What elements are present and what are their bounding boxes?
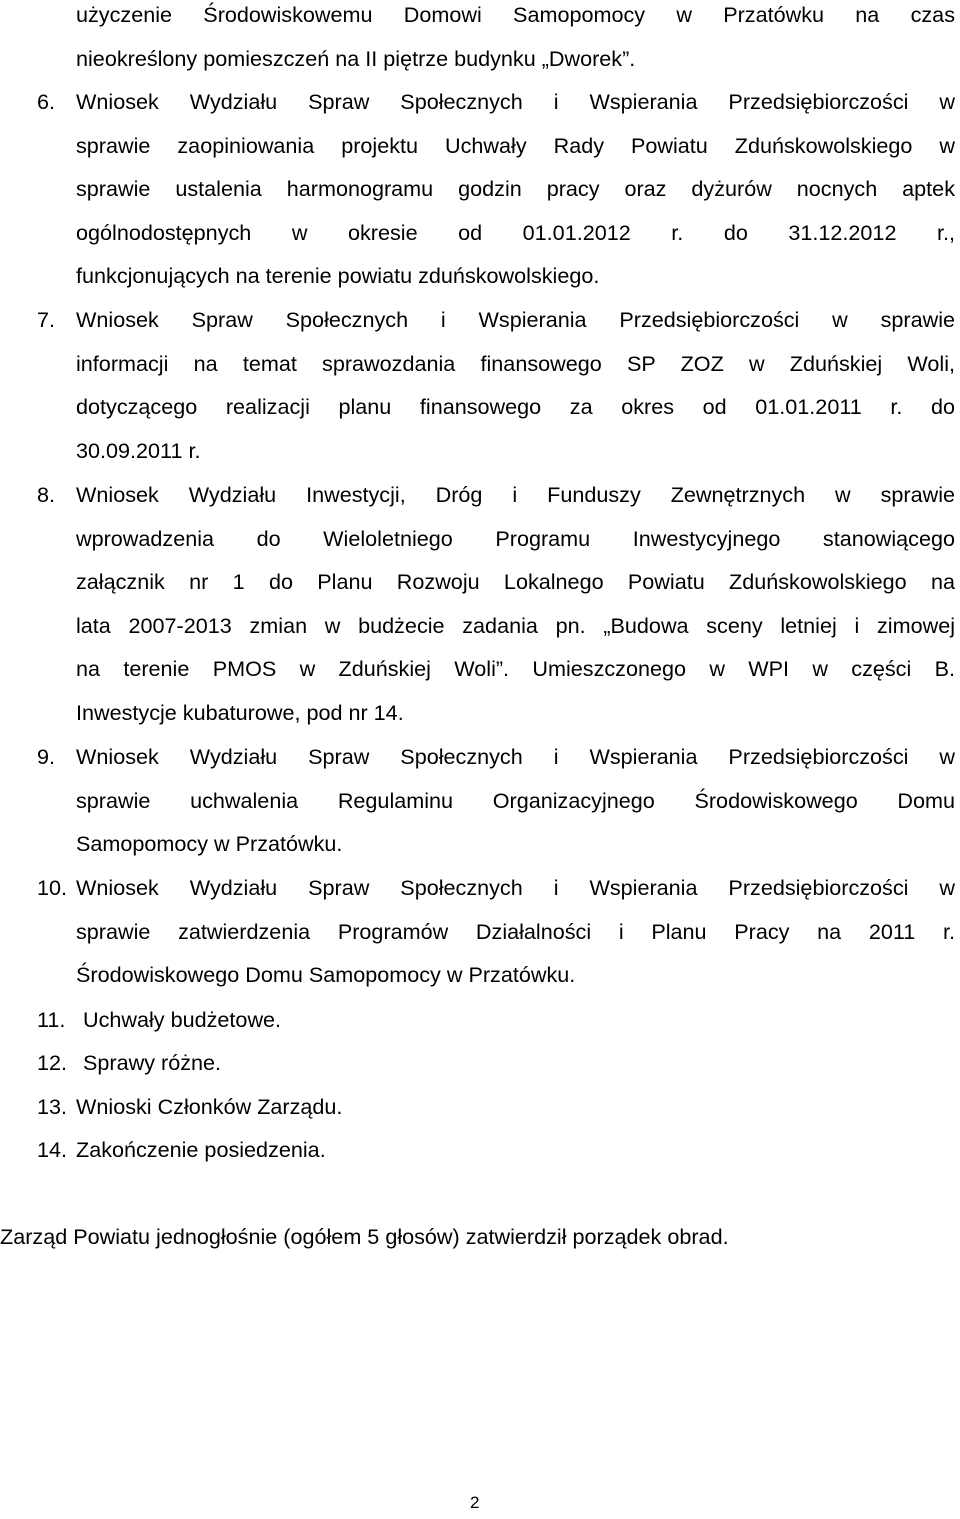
item-number: 11. [37,1007,66,1032]
agenda-item-10 [76,866,955,997]
text-line: funkcjonujących na terenie powiatu zduńskowolskiego. [76,263,600,289]
text-line: sprawie ustalenia harmonogramu godzin pracy oraz dyżurów nocnych aptek [76,176,955,202]
intro-paragraph [76,0,955,80]
agenda-item-6 [76,80,955,298]
text-line: Wniosek Wydziału Inwestycji, Dróg i Funduszy Zewnętrznych w sprawie [76,482,955,507]
agenda-item-13: Wnioski Członków Zarządu. [76,1094,343,1119]
text-line: nieokreślony pomieszczeń na II piętrze budynku „Dworek”. [76,45,636,71]
item-number: 12. [37,1050,68,1075]
page-number: 2 [470,1493,480,1512]
text-line: 30.09.2011 r. [76,437,201,463]
text-line: Samopomocy w Przatówku. [76,831,343,857]
text-line: sprawie uchwalenia Regulaminu Organizacyjnego Środowiskowego Domu [76,787,955,813]
agenda-item-14: Zakończenie posiedzenia. [76,1137,326,1162]
text-line: sprawie zatwierdzenia Programów Działalności i Planu Pracy na 2011 r. [76,918,955,944]
item-number: 10. [37,875,68,900]
text-line: ogólnodostępnych w okresie od 01.01.2012 r. do 31.12.2012 r., [76,219,955,245]
text-line: Wniosek Wydziału Spraw Społecznych i Wspierania Przedsiębiorczości w [76,744,955,769]
agenda-item-7 [76,298,955,472]
text-line: Środowiskowego Domu Samopomocy w Przatówku. [76,962,576,988]
item-number: 14. [37,1137,68,1162]
text-line: na terenie PMOS w Zduńskiej Woli”. Umieszczonego w WPI w części B. [76,656,955,682]
text-line: lata 2007-2013 zmian w budżecie zadania pn. „Budowa sceny letniej i zimowej [76,612,955,638]
text-line: Wniosek Spraw Społecznych i Wspierania Przedsiębiorczości w sprawie [76,307,955,332]
text-line: sprawie zaopiniowania projektu Uchwały Rady Powiatu Zduńskowolskiego w [76,132,955,158]
closing-statement: Zarząd Powiatu jednogłośnie (ogółem 5 głosów) zatwierdził porządek obrad. [0,1224,729,1249]
text-line: Wniosek Wydziału Spraw Społecznych i Wspierania Przedsiębiorczości w [76,89,955,114]
item-number: 13. [37,1094,68,1119]
agenda-item-12: Sprawy różne. [83,1050,222,1075]
agenda-item-9 [76,735,955,866]
text-line: użyczenie Środowiskowemu Domowi Samopomocy w Przatówku na czas [76,2,955,27]
text-line: Inwestycje kubaturowe, pod nr 14. [76,699,404,725]
text-line: informacji na temat sprawozdania finansowego SP ZOZ w Zduńskiej Woli, [76,350,955,376]
item-number: 9. [37,744,56,769]
item-number: 7. [37,307,56,332]
text-line: Wniosek Wydziału Spraw Społecznych i Wspierania Przedsiębiorczości w [76,875,955,900]
item-number: 6. [37,89,56,114]
agenda-item-8 [76,473,955,735]
agenda-item-11: Uchwały budżetowe. [83,1007,282,1032]
text-line: załącznik nr 1 do Planu Rozwoju Lokalnego Powiatu Zduńskowolskiego na [76,569,955,595]
text-line: dotyczącego realizacji planu finansowego za okres od 01.01.2011 r. do [76,394,955,420]
item-number: 8. [37,482,56,507]
text-line: wprowadzenia do Wieloletniego Programu Inwestycyjnego stanowiącego [76,525,955,551]
